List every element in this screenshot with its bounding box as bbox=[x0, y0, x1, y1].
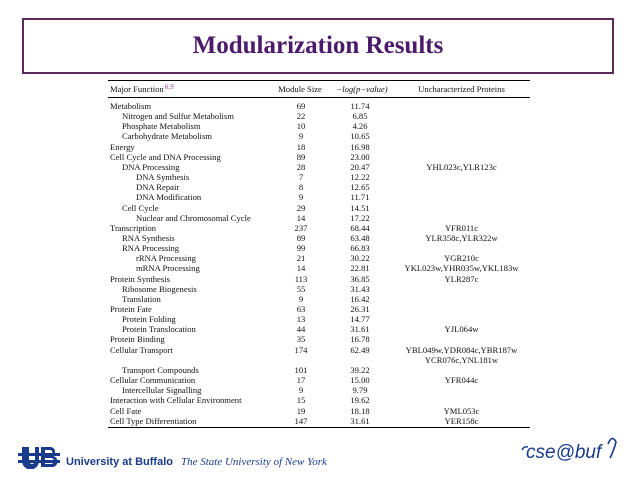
row-module-size: 19 bbox=[296, 405, 306, 416]
row-module-size: 89 bbox=[296, 232, 306, 243]
row-function: Ribosome Biogenesis bbox=[122, 283, 197, 294]
row-function: Protein Fate bbox=[110, 304, 152, 314]
row-log-p: 63.48 bbox=[350, 232, 370, 243]
table-row bbox=[108, 415, 530, 427]
row-function: Cell Fate bbox=[110, 405, 142, 416]
row-uncharacterized: YFR044c bbox=[444, 375, 479, 386]
row-log-p: 11.74 bbox=[350, 101, 370, 111]
row-function: DNA Repair bbox=[136, 182, 180, 193]
row-function: DNA Processing bbox=[122, 161, 180, 172]
header-uncharacterized: Uncharacterized Proteins bbox=[418, 84, 505, 94]
row-module-size: 35 bbox=[296, 334, 306, 345]
row-module-size: 17 bbox=[296, 375, 306, 386]
row-function: Interaction with Cellular Environment bbox=[110, 395, 242, 406]
row-module-size: 89 bbox=[296, 151, 306, 162]
header-log-p: −log(p−value) bbox=[336, 84, 388, 94]
table-header-rule bbox=[108, 97, 530, 98]
row-module-size: 99 bbox=[296, 243, 306, 254]
row-log-p: 30.22 bbox=[350, 253, 370, 264]
header-superscript: 6,9 bbox=[164, 83, 174, 91]
row-function: RNA Processing bbox=[122, 243, 180, 254]
row-function: Phosphate Metabolism bbox=[122, 121, 201, 132]
row-module-size: 28 bbox=[296, 161, 306, 172]
row-log-p: 39.22 bbox=[350, 364, 370, 375]
row-uncharacterized: YML053c bbox=[443, 405, 480, 416]
row-log-p: 62.49 bbox=[350, 344, 370, 355]
row-log-p: 36.85 bbox=[350, 273, 370, 284]
row-function: Protein Translocation bbox=[122, 324, 196, 335]
title-box bbox=[22, 18, 614, 74]
row-module-size: 63 bbox=[296, 304, 306, 314]
row-module-size: 10 bbox=[296, 121, 306, 132]
row-module-size: 8 bbox=[298, 182, 304, 193]
slide-title: Modularization Results bbox=[192, 32, 444, 59]
row-log-p: 12.22 bbox=[350, 172, 370, 183]
row-log-p: 4.26 bbox=[352, 121, 368, 132]
row-module-size: 22 bbox=[296, 111, 306, 122]
row-module-size: 113 bbox=[294, 273, 308, 284]
row-function: Protein Synthesis bbox=[110, 273, 170, 284]
row-log-p: 18.18 bbox=[350, 405, 370, 416]
row-module-size: 14 bbox=[296, 212, 306, 223]
row-module-size: 13 bbox=[296, 314, 306, 325]
row-log-p: 23.00 bbox=[350, 151, 370, 162]
row-log-p: 16.42 bbox=[350, 293, 370, 304]
row-log-p: 11.71 bbox=[350, 192, 370, 203]
row-module-size: 147 bbox=[294, 415, 308, 426]
row-module-size: 15 bbox=[296, 395, 306, 406]
row-module-size: 174 bbox=[294, 344, 308, 355]
row-function: Protein Folding bbox=[122, 314, 176, 325]
row-log-p: 66.83 bbox=[350, 243, 370, 254]
row-log-p: 20.47 bbox=[350, 161, 370, 172]
header-module-size: Module Size bbox=[278, 84, 322, 94]
row-uncharacterized: YJL064w bbox=[444, 324, 479, 335]
row-uncharacterized: YFR011c bbox=[444, 222, 479, 233]
row-module-size: 69 bbox=[296, 101, 306, 111]
row-function: Translation bbox=[122, 293, 161, 304]
row-log-p: 19.62 bbox=[350, 395, 370, 406]
row-function: Transcription bbox=[110, 222, 156, 233]
row-uncharacterized: YGR210c bbox=[444, 253, 479, 264]
row-module-size: 101 bbox=[294, 364, 308, 375]
row-module-size: 44 bbox=[296, 324, 306, 335]
footer-text bbox=[66, 456, 327, 468]
row-log-p: 31.43 bbox=[350, 283, 370, 294]
row-log-p: 12.65 bbox=[350, 182, 370, 193]
row-module-size: 55 bbox=[296, 283, 306, 294]
row-uncharacterized: YHL023c,YLR123c bbox=[426, 161, 497, 172]
row-module-size: 21 bbox=[296, 253, 306, 264]
row-module-size: 9 bbox=[298, 385, 304, 396]
row-module-size: 18 bbox=[296, 141, 306, 152]
row-function: Nuclear and Chromosomal Cycle bbox=[136, 212, 251, 223]
row-function: Cell Type Differentiation bbox=[110, 415, 197, 426]
row-module-size: 14 bbox=[296, 263, 306, 274]
row-uncharacterized: YKL023w,YHR035w,YKL183w bbox=[404, 263, 519, 274]
row-log-p: 16.78 bbox=[350, 334, 370, 345]
row-function: DNA Synthesis bbox=[136, 172, 190, 183]
row-function: Nitrogen and Sulfur Metabolism bbox=[122, 111, 234, 122]
university-subtitle: The State University of New York bbox=[180, 456, 327, 468]
row-function: RNA Synthesis bbox=[122, 232, 175, 243]
row-module-size: 29 bbox=[296, 202, 306, 213]
row-log-p: 10.65 bbox=[350, 131, 370, 142]
row-module-size: 9 bbox=[298, 192, 304, 203]
row-log-p: 68.44 bbox=[350, 222, 370, 233]
row-uncharacterized: YER158c bbox=[444, 415, 479, 426]
row-log-p: 22.81 bbox=[350, 263, 370, 274]
row-module-size: 9 bbox=[298, 131, 304, 142]
row-module-size: 7 bbox=[298, 172, 304, 183]
svg-text:cse@buf: cse@buf bbox=[526, 442, 602, 463]
row-module-size: 237 bbox=[294, 222, 308, 233]
cse-buffalo-logo-icon bbox=[520, 430, 620, 468]
row-function: Cellular Transport bbox=[110, 344, 173, 355]
row-log-p: 9.79 bbox=[352, 385, 368, 396]
row-log-p: 31.61 bbox=[350, 415, 370, 426]
row-function: Cellular Communication bbox=[110, 375, 196, 386]
row-log-p: 31.61 bbox=[350, 324, 370, 335]
row-function: DNA Modification bbox=[136, 192, 202, 203]
row-log-p: 16.98 bbox=[350, 141, 370, 152]
row-function: Intercellular Signalling bbox=[122, 385, 202, 396]
university-name: University at Buffalo bbox=[66, 456, 173, 468]
row-log-p: 14.51 bbox=[350, 202, 370, 213]
row-log-p: 26.31 bbox=[350, 304, 370, 314]
header-major-function bbox=[110, 83, 174, 95]
row-function: Carbohydrate Metabolism bbox=[122, 131, 212, 142]
row-function: Protein Binding bbox=[110, 334, 165, 345]
row-uncharacterized: YLR358c,YLR322w bbox=[425, 232, 498, 243]
table-bottom-rule bbox=[108, 427, 530, 428]
header-major-function-label: Major Function bbox=[110, 84, 164, 94]
row-module-size: 9 bbox=[298, 293, 304, 304]
row-function: rRNA Processing bbox=[136, 253, 196, 264]
table-header-row bbox=[108, 83, 530, 95]
row-function: Transport Compounds bbox=[122, 364, 199, 375]
row-log-p: 14.77 bbox=[350, 314, 370, 325]
row-uncharacterized: YLR287c bbox=[444, 273, 479, 284]
row-uncharacterized-continued: YCR076c,YNL181w bbox=[424, 354, 499, 365]
ub-logo-icon bbox=[18, 447, 60, 469]
row-log-p: 17.22 bbox=[350, 212, 370, 223]
row-log-p: 6.85 bbox=[352, 111, 368, 122]
row-function: Cell Cycle and DNA Processing bbox=[110, 151, 221, 162]
row-log-p: 15.00 bbox=[350, 375, 370, 386]
row-uncharacterized: YBL049w,YDR084c,YBR187w bbox=[405, 344, 518, 355]
row-function: Cell Cycle bbox=[122, 202, 159, 213]
row-function: Energy bbox=[110, 141, 135, 152]
row-function: mRNA Processing bbox=[136, 263, 200, 274]
row-function: Metabolism bbox=[110, 101, 152, 111]
